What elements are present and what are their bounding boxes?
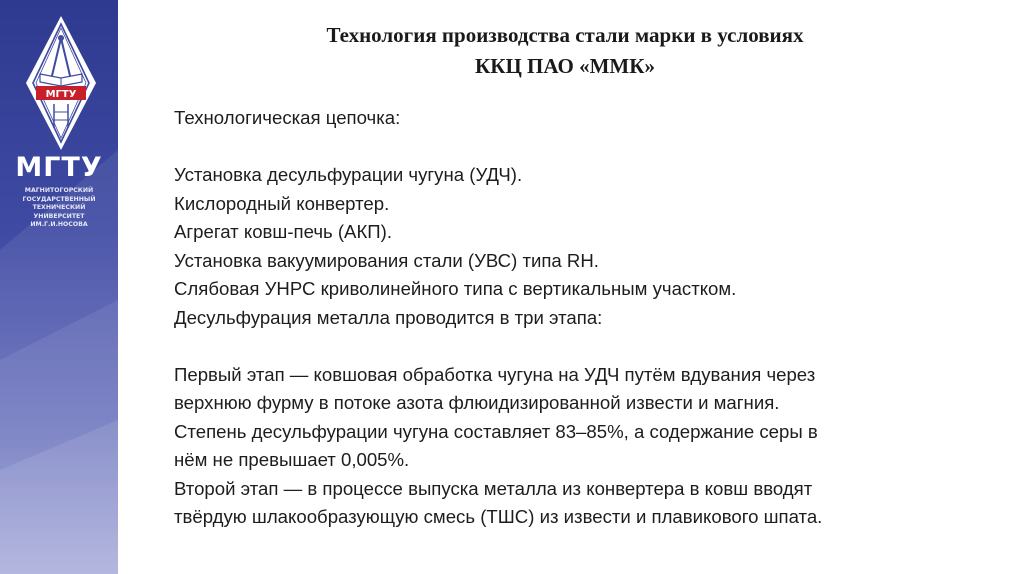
stage-text: верхнюю фурму в потоке азота флюидизированной извести и магния. — [174, 392, 780, 413]
stage-text: нём не превышает 0,005%. — [174, 449, 410, 470]
university-emblem-icon — [24, 14, 98, 152]
emblem-text: МГТУ — [45, 89, 77, 100]
chain-item: Установка десульфурации чугуна (УДЧ). — [174, 164, 523, 185]
slide-title-line: Технология производства стали марки в условиях — [326, 23, 804, 47]
brand-name: МГТУ — [15, 152, 103, 183]
university-name — [4, 187, 114, 230]
slide-title — [150, 20, 980, 82]
sidebar — [0, 0, 118, 574]
stage-text: Степень десульфурации чугуна составляет 83–85%, а содержание серы в — [174, 420, 818, 442]
chain-item: Установка вакуумирования стали (УВС) типа RH. — [174, 249, 599, 271]
stage-text: твёрдую шлакообразующую смесь (ТШС) из извести и плавикового шпата. — [174, 506, 823, 527]
chain-item: Кислородный конвертер. — [174, 192, 390, 214]
university-line: ТЕХНИЧЕСКИЙ — [32, 204, 86, 212]
chain-item: Агрегат ковш-печь (АКП). — [174, 221, 393, 242]
spacer — [174, 332, 1014, 361]
intro-text: Технологическая цепочка: — [174, 107, 401, 128]
chain-item: Десульфурация металла проводится в три этапа: — [174, 306, 603, 328]
university-line: ГОСУДАРСТВЕННЫЙ — [22, 195, 96, 203]
chain-item: Слябовая УНРС криволинейного типа с вертикальным участком. — [174, 278, 737, 299]
university-line: МАГНИТОГОРСКИЙ — [24, 187, 94, 194]
slide-body — [174, 104, 1014, 532]
slide-title-line: ККЦ ПАО «ММК» — [475, 54, 655, 78]
university-line: ИМ.Г.И.НОСОВА — [30, 221, 88, 229]
university-line: УНИВЕРСИТЕТ — [33, 212, 85, 220]
spacer — [174, 133, 1014, 162]
stage-text: Второй этап — в процессе выпуска металла из конвертера в ковш вводят — [174, 477, 813, 499]
stage-text: Первый этап — ковшовая обработка чугуна на УДЧ путём вдувания через — [174, 363, 816, 385]
